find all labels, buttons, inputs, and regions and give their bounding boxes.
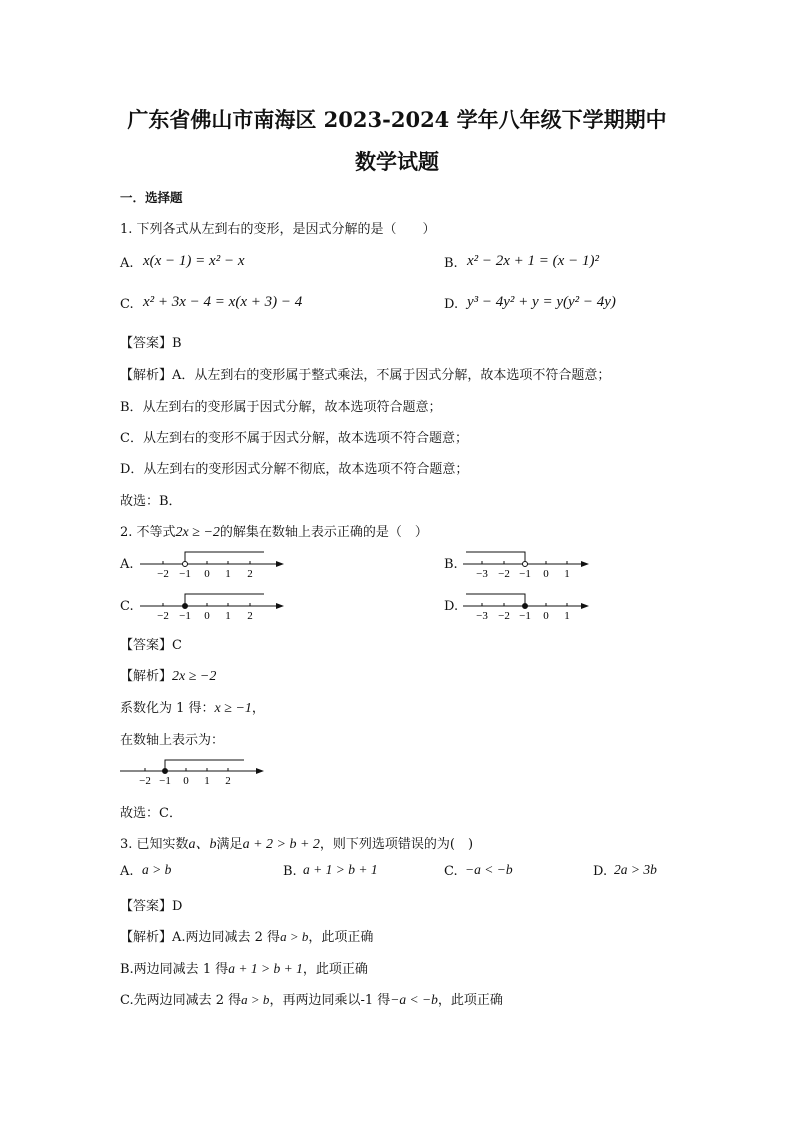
q3-option-b-label: B.: [283, 864, 297, 879]
q3-option-b: a + 1 > b + 1: [303, 862, 378, 877]
q2-step1-prefix: 系数化为 1 得：: [120, 701, 215, 716]
title-line-1: 广东省佛山市南海区 2023-2024 学年八年级下学期期中: [127, 107, 667, 132]
tick-label: 0: [204, 610, 210, 622]
tick-label: 2: [247, 610, 253, 622]
q3-answer: 【答案】D: [120, 899, 183, 914]
q1-option-a-label: A.: [120, 256, 134, 271]
q1-option-a: x(x − 1) = x² − x: [143, 253, 245, 269]
q1-option-d-label: D.: [444, 297, 459, 312]
q3-a3-math-2: −a < −b: [390, 992, 438, 1007]
q2-option-c-label: C.: [120, 599, 134, 614]
q3-option-a: a > b: [142, 862, 172, 877]
q1-analysis-line: 【解析】A．从左到右的变形属于整式乘法，不属于因式分解，故本选项不符合题意；: [120, 368, 611, 383]
q2-step-2: 在数轴上表示为：: [120, 733, 225, 748]
q3-stem-math: a + 2 > b + 2: [242, 837, 320, 852]
q1-option-c-label: C.: [120, 297, 134, 312]
q2-analysis-math: 2x ≥ −2: [172, 669, 217, 684]
q2-option-c-number-line: [140, 588, 290, 622]
q3-stem: [120, 833, 473, 853]
tick-label: −2: [157, 568, 169, 580]
q3-a1-suffix: ，此项正确: [308, 930, 374, 945]
tick-label: −1: [179, 610, 191, 622]
q3-option-a-label: A.: [120, 864, 134, 879]
tick-label: −1: [519, 610, 531, 622]
q1-analysis-line: D．从左到右的变形因式分解不彻底，故本选项不符合题意；: [120, 462, 469, 477]
tick-label: −1: [159, 775, 171, 787]
q1-option-b-label: B.: [444, 256, 458, 271]
q3-option-c-label: C.: [444, 864, 458, 879]
q3-a2-prefix: B.两边同减去 1 得: [120, 962, 229, 977]
q1-analysis-line: 故选：B．: [120, 494, 182, 509]
q3-analysis-line-1: [120, 926, 373, 945]
q2-option-b-number-line: [463, 546, 593, 580]
q3-stem-suffix: ，则下列选项错误的为( ): [319, 837, 474, 852]
q3-analysis-line-3: [120, 989, 503, 1008]
q3-a3-math-1: a > b: [241, 992, 270, 1007]
q3-a3-suffix: ，此项正确: [437, 993, 503, 1008]
q3-option-d-label: D.: [593, 864, 608, 879]
q3-a3-prefix: C.先两边同减去 2 得: [120, 993, 242, 1008]
q3-a2-suffix: ，此项正确: [302, 962, 368, 977]
tick-label: −2: [157, 610, 169, 622]
tick-label: 1: [564, 610, 570, 622]
tick-label: −2: [498, 568, 510, 580]
q2-option-d-label: D.: [444, 599, 459, 614]
q2-stem: [120, 521, 428, 541]
tick-label: 2: [225, 775, 231, 787]
q1-option-c: x² + 3x − 4 = x(x + 3) − 4: [143, 294, 303, 310]
q3-a3-mid: ，再两边同乘以-1 得: [269, 993, 391, 1008]
q1-option-d: y³ − 4y² + y = y(y² − 4y): [467, 294, 616, 310]
q1-analysis-line: B．从左到右的变形属于因式分解，故本选项符合题意；: [120, 400, 442, 415]
q3-option-d: 2a > 3b: [614, 862, 657, 877]
q2-conclusion: 故选：C．: [120, 806, 182, 821]
q3-stem-prefix: 3. 已知实数: [120, 837, 189, 852]
q3-stem-vars: a、b: [188, 837, 217, 852]
tick-label: −2: [498, 610, 510, 622]
q2-option-a-label: A.: [120, 557, 134, 572]
q2-option-a-number-line: [140, 546, 290, 580]
tick-label: 0: [204, 568, 210, 580]
title-line-2: 数学试题: [355, 149, 439, 174]
q3-analysis-line-2: [120, 958, 368, 977]
q2-answer: 【答案】C: [120, 638, 182, 653]
q2-stem-math: 2x ≥ −2: [175, 525, 220, 540]
tick-label: 2: [247, 568, 253, 580]
q2-analysis: [120, 665, 216, 685]
q1-stem: 1. 下列各式从左到右的变形，是因式分解的是（ ）: [120, 222, 436, 237]
tick-label: 1: [225, 568, 231, 580]
q2-step-1: [120, 697, 265, 717]
tick-label: −1: [519, 568, 531, 580]
tick-label: −1: [179, 568, 191, 580]
q2-step1-math: x ≥ −1: [214, 701, 252, 716]
tick-label: 1: [564, 568, 570, 580]
tick-label: 0: [543, 610, 549, 622]
tick-label: −2: [139, 775, 151, 787]
q1-analysis-line: C．从左到右的变形不属于因式分解，故本选项不符合题意；: [120, 431, 468, 446]
tick-label: 1: [225, 610, 231, 622]
q3-a1-math: a > b: [280, 929, 309, 944]
q2-stem-suffix: 的解集在数轴上表示正确的是（ ）: [219, 525, 428, 540]
tick-label: −3: [476, 610, 488, 622]
q2-solution-number-line: [120, 755, 270, 789]
tick-label: 0: [543, 568, 549, 580]
q1-option-b: x² − 2x + 1 = (x − 1)²: [467, 253, 599, 269]
q3-a1-prefix: 【解析】A.两边同减去 2 得: [120, 930, 281, 945]
tick-label: −3: [476, 568, 488, 580]
q3-option-c: −a < −b: [465, 862, 513, 877]
q2-stem-prefix: 2. 不等式: [120, 525, 176, 540]
q1-answer: 【答案】B: [120, 336, 182, 351]
q2-option-d-number-line: [463, 588, 593, 622]
q2-option-b-label: B.: [444, 557, 458, 572]
q2-analysis-prefix: 【解析】: [120, 669, 173, 684]
section-heading: 一．选择题: [120, 190, 183, 205]
tick-label: 0: [183, 775, 189, 787]
tick-label: 1: [204, 775, 210, 787]
q2-step1-suffix: ，: [251, 701, 265, 716]
q3-stem-mid: 满足: [216, 837, 243, 852]
q3-a2-math: a + 1 > b + 1: [228, 961, 303, 976]
